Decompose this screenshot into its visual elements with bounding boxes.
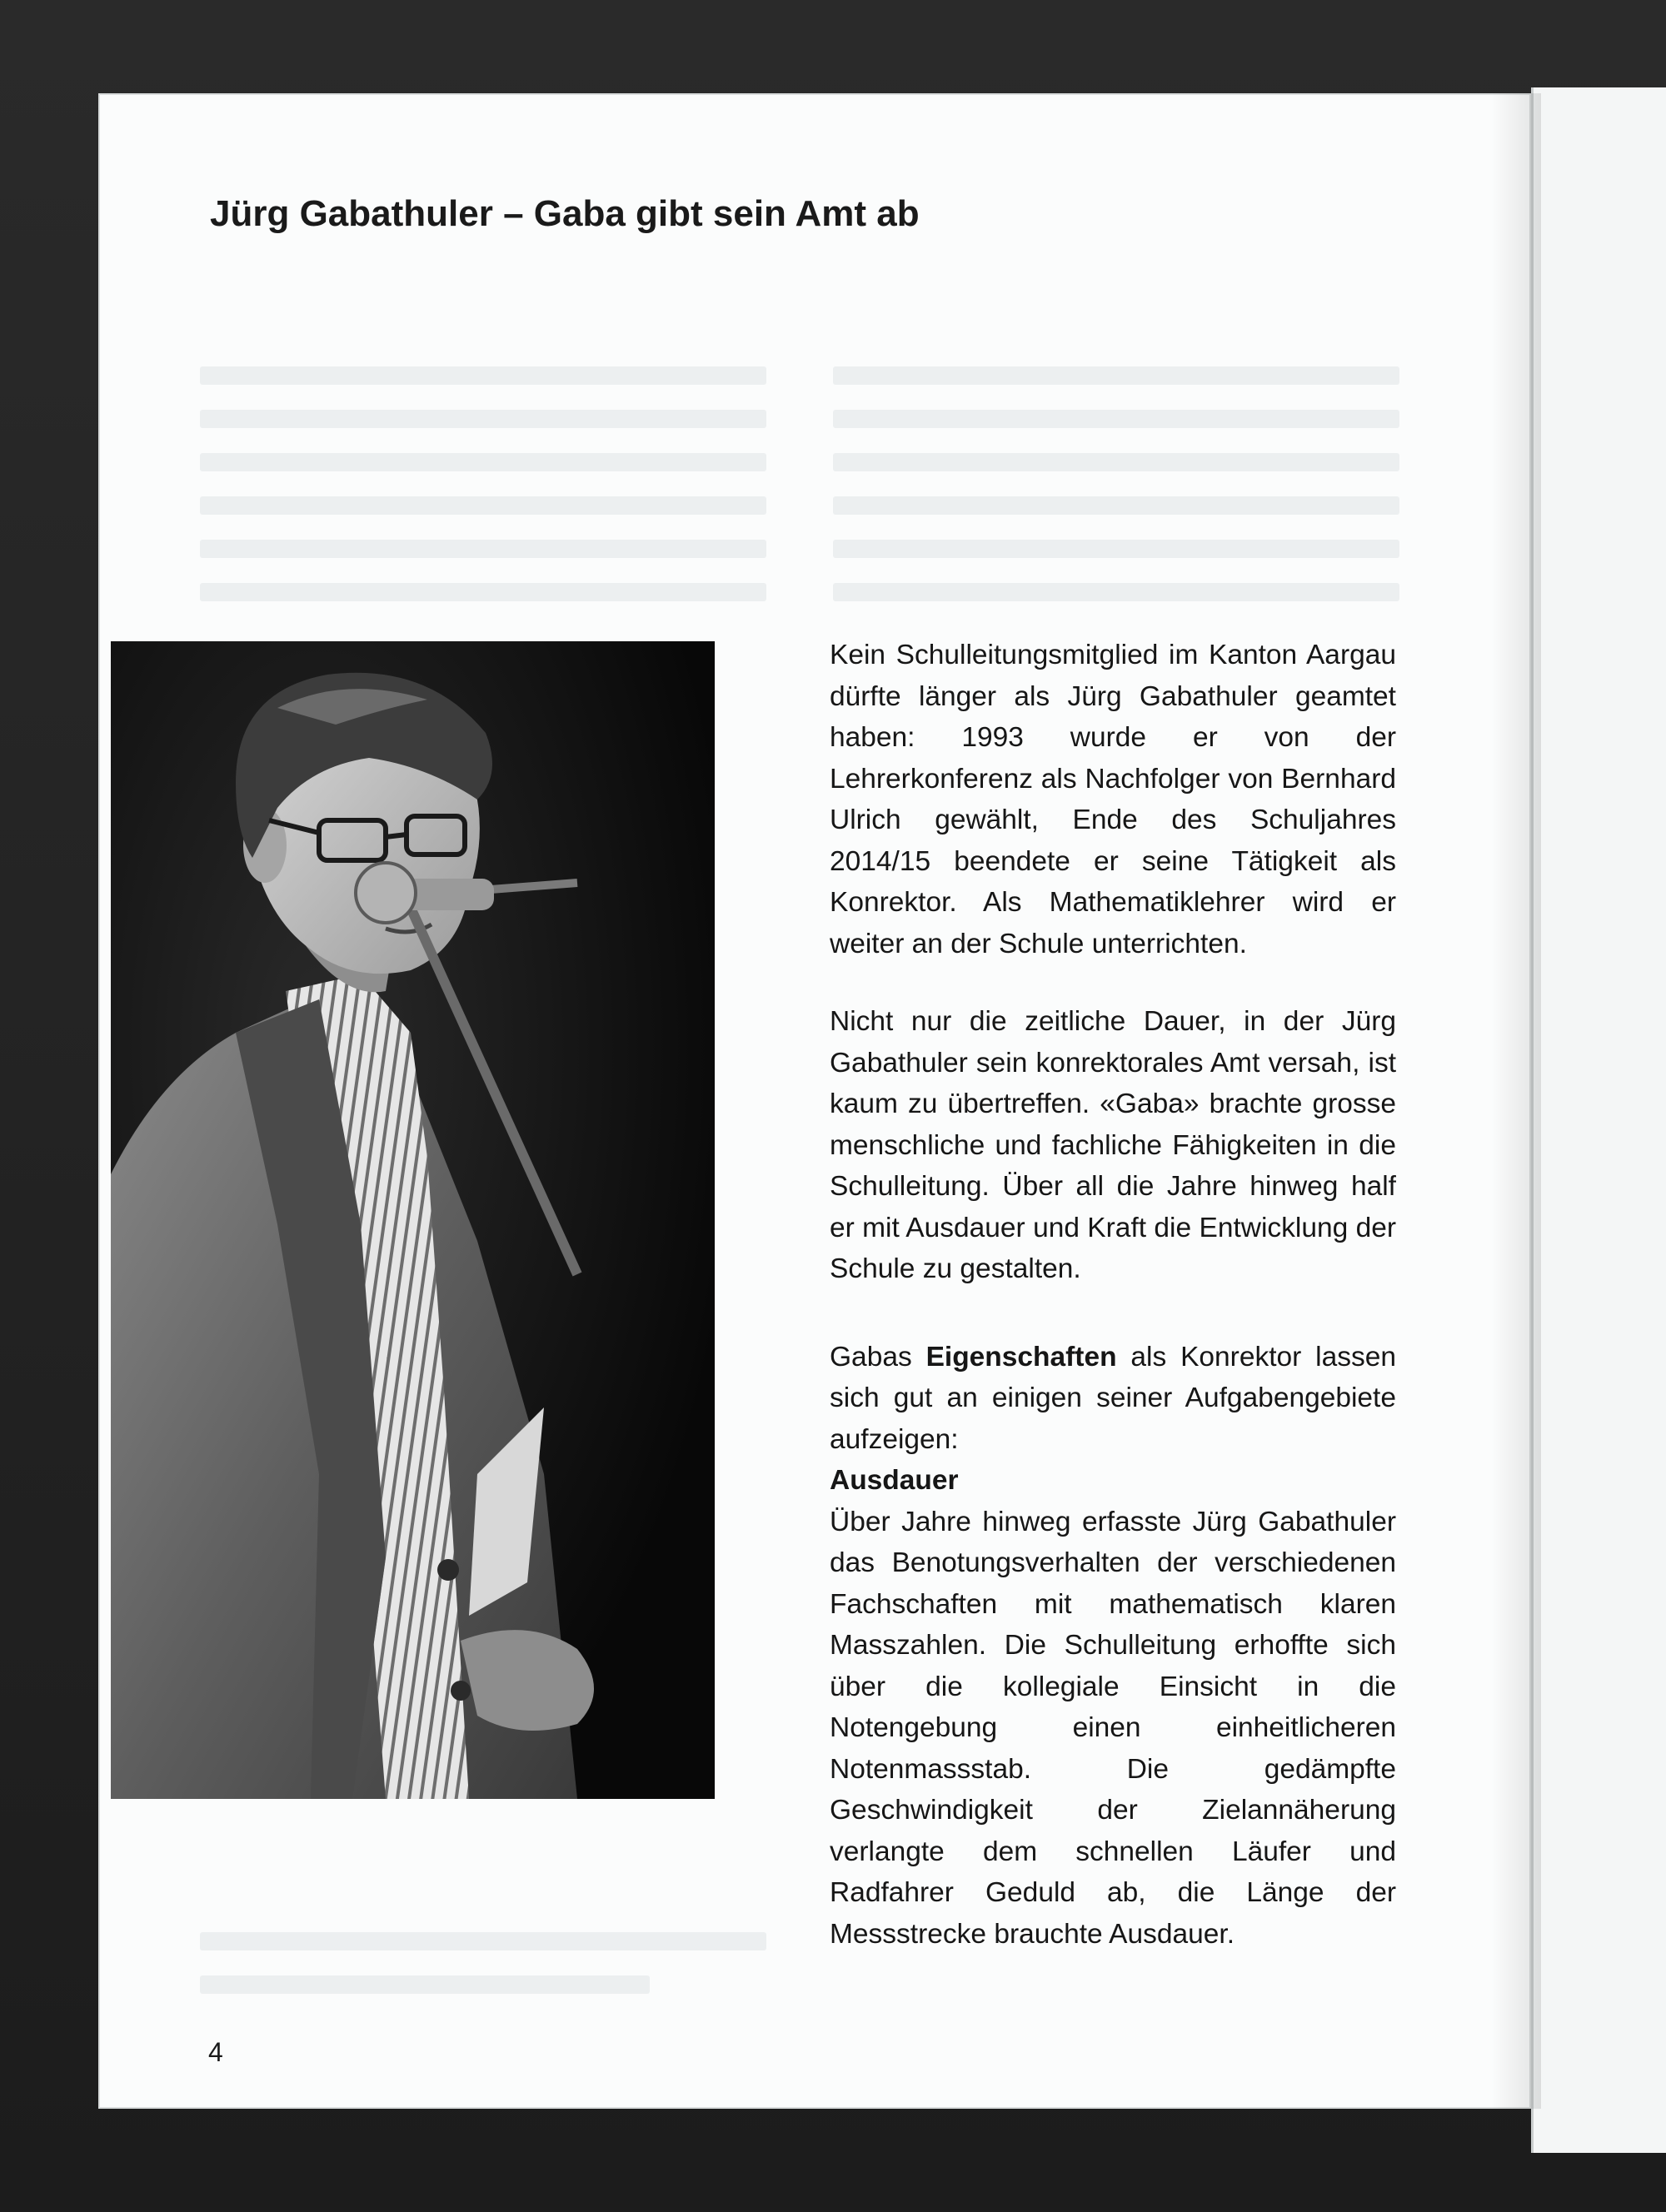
intro-paragraph: Kein Schulleitungsmitglied im Kanton Aargau dürfte länger als Jürg Gabathuler geamtet haben: 1993 wurde er von der Lehrerkonferenz als Nachfolger von Bernhard Ulrich gewählt, Ende des Schuljahres 2014/15 beendete er seine Tätigkeit als Konrektor. Als Mathematiklehrer wird er weiter an der Schule unterrichten. bbox=[830, 640, 1396, 959]
paragraph-qualities-lead: Gabas bbox=[830, 1341, 926, 1373]
speaker-at-microphone-photo bbox=[111, 641, 715, 1799]
article-title: Jürg Gabathuler – Gaba gibt sein Amt ab bbox=[210, 193, 920, 234]
section-heading-ausdauer: Ausdauer bbox=[830, 1465, 959, 1496]
paragraph-ausdauer: Über Jahre hinweg erfasste Jürg Gabathuler das Benotungsverhalten der verschiedenen Fachschaften mit mathematisch klaren Masszahlen. Die Schulleitung erhoffte sich über die kollegiale Einsicht in die Notengebung einen einheitlicheren Notenmassstab. Die gedämpfte Geschwindigkeit der Zielannäherung verlangte dem schnellen Läufer und Radfahrer Geduld ab, die Länge der Messstrecke brauchte Ausdauer. bbox=[830, 1506, 1396, 1950]
paragraph-qualities bbox=[830, 1337, 1396, 1461]
article-body bbox=[830, 635, 1396, 1955]
emphasized-word: Eigenschaften bbox=[925, 1341, 1117, 1373]
paragraph-qualities-rest: als Konrektor lassen sich gut an einigen seiner Aufgabengebiete aufzeigen: bbox=[830, 1341, 1396, 1455]
page-gutter-shadow bbox=[1491, 93, 1541, 2109]
paragraph-duration: Nicht nur die zeitliche Dauer, in der Jürg Gabathuler sein konrektorales Amt versah, ist kaum zu übertreffen. «Gaba» brachte grosse menschliche und fachliche Fähigkeiten in die Schulleitung. Über all die Jahre hinweg half er mit Ausdauer und Kraft die Entwicklung der Schule zu gestalten. bbox=[830, 1006, 1396, 1284]
page-number: 4 bbox=[208, 2037, 223, 2067]
facing-page bbox=[1531, 87, 1666, 2153]
